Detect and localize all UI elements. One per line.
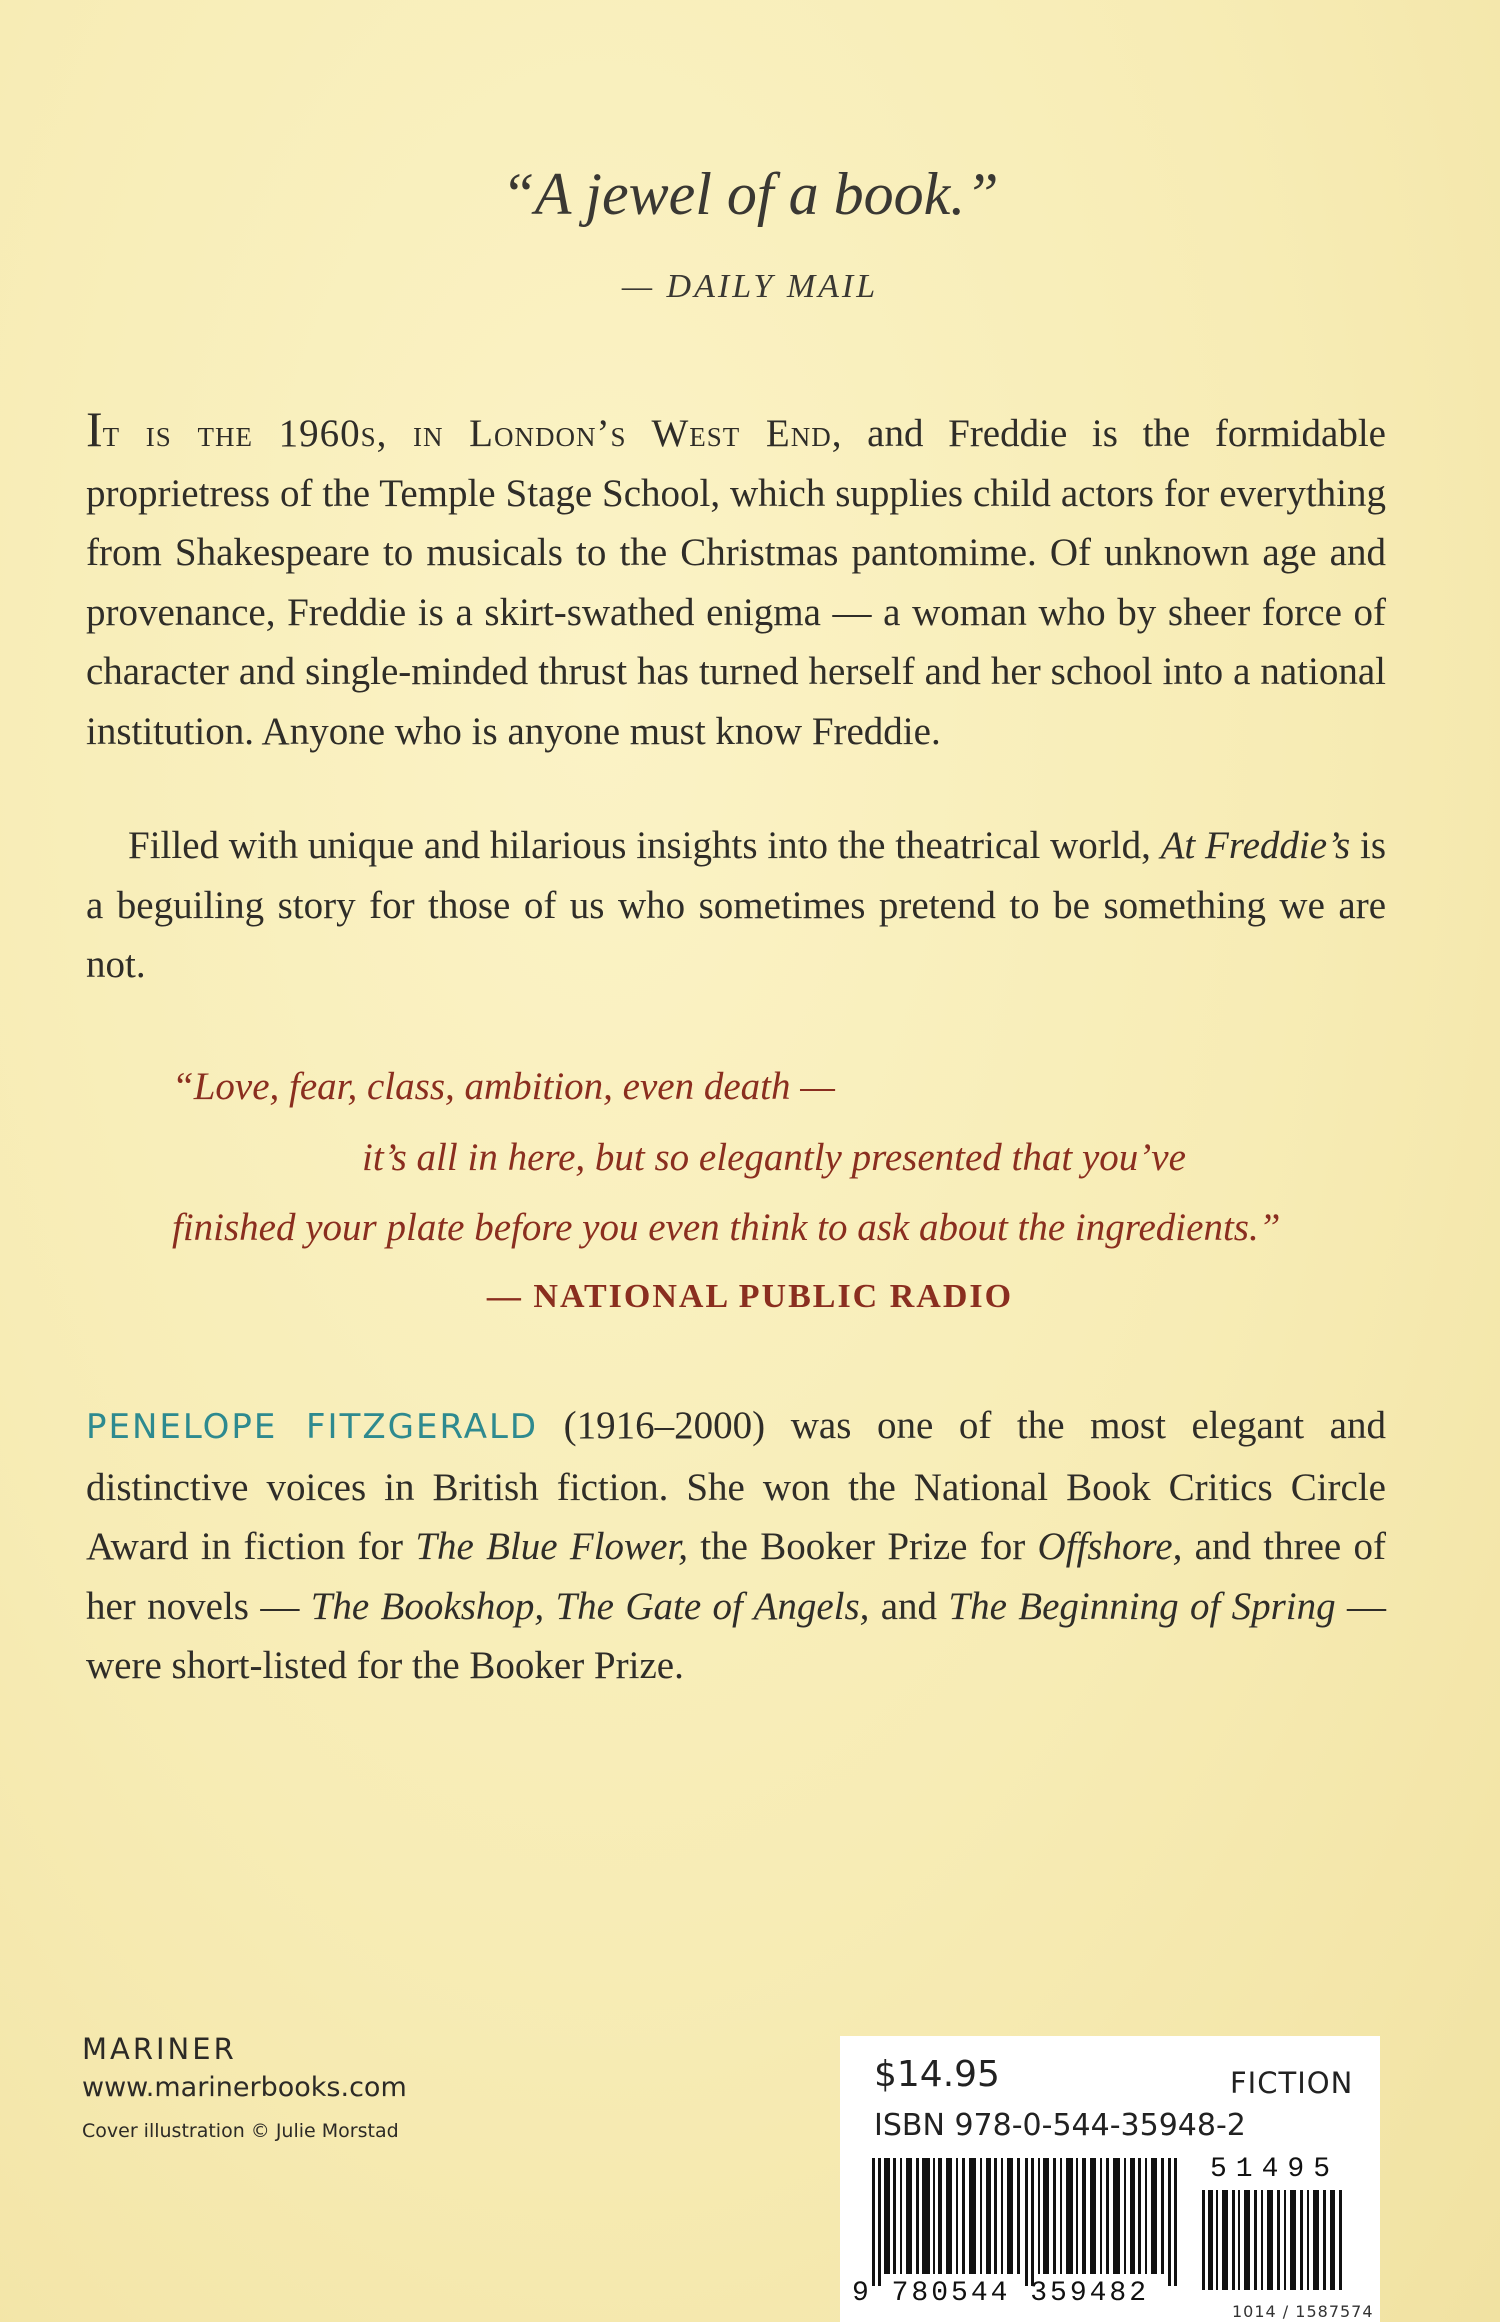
top-quote-attribution: — DAILY MAIL (621, 268, 879, 305)
bio-book-4: The Beginning of Spring (948, 1584, 1336, 1628)
book-title: At Freddie’s (1160, 824, 1351, 867)
isbn: ISBN 978-0-544-35948-2 (874, 2108, 1246, 2143)
pull-quote-line-2: it’s all in here, but so elegantly presented that you’ve (362, 1136, 1186, 1179)
price-code-digits: 51495 (1210, 2154, 1340, 2185)
bio-text-3: and three of her novels — (86, 1525, 1386, 1628)
paragraph-1-text: and Freddie is the formidable proprietress of the Temple Stage School, which supplies child actors for everything from Shakespeare to musicals to the Christmas pantomime. Of unknown age and provenance, Freddie is a skirt-swathed enigma — a woman who by sheer force of character and single-minded thrust has turned herself and her school into a national institution. Anyone who is anyone must know Freddie. (86, 412, 1386, 753)
paragraph-2-end: is a beguiling story for those of us who sometimes pretend to be something we are not. (86, 824, 1386, 986)
paragraph-2-start: Filled with unique and hilarious insights into the theatrical world, (128, 824, 1161, 867)
description-paragraph-2 (86, 816, 1386, 995)
print-code: 1014 / 1587574 (1232, 2302, 1374, 2321)
author-bio (86, 1396, 1386, 1696)
bio-text-5: — were short-listed for the Booker Prize. (86, 1584, 1387, 1687)
publisher-url[interactable]: www.marinerbooks.com (82, 2072, 407, 2103)
price-barcode (1200, 2190, 1350, 2290)
isbn-barcode (870, 2158, 1190, 2286)
barcode-digits: 9 780544 359482 (852, 2278, 1150, 2309)
bio-book-2: Offshore, (1037, 1525, 1183, 1568)
pull-quote-attribution: — NATIONAL PUBLIC RADIO (486, 1278, 1014, 1315)
publisher-name: MARINER (82, 2032, 237, 2066)
category-label: FICTION (1230, 2066, 1354, 2100)
cover-credit: Cover illustration © Julie Morstad (82, 2120, 399, 2142)
bio-text-4: and (869, 1584, 949, 1628)
bio-text-1: (1916–2000) was one of the most elegant and distinctive voices in British fiction. She won the National Book Critics Circle Award in fiction for (86, 1404, 1386, 1568)
description-paragraph-1 (86, 400, 1386, 761)
bio-text-2: the Booker Prize for (688, 1525, 1038, 1568)
pull-quote-line-1: “Love, fear, class, ambition, even death — (172, 1065, 835, 1108)
top-quote: “A jewel of a book.” (501, 161, 999, 227)
pull-quote-line-3: finished your plate before you even think to ask about the ingredients.” (172, 1206, 1281, 1249)
bio-book-1: The Blue Flower, (415, 1525, 688, 1568)
drop-cap: I (86, 401, 103, 457)
price: $14.95 (874, 2054, 1000, 2095)
lead-in-smallcaps: t is the 1960s, in London’s West End, (102, 412, 843, 455)
author-name: PENELOPE FITZGERALD (86, 1407, 539, 1447)
bio-book-3: The Bookshop, The Gate of Angels, (310, 1584, 870, 1628)
